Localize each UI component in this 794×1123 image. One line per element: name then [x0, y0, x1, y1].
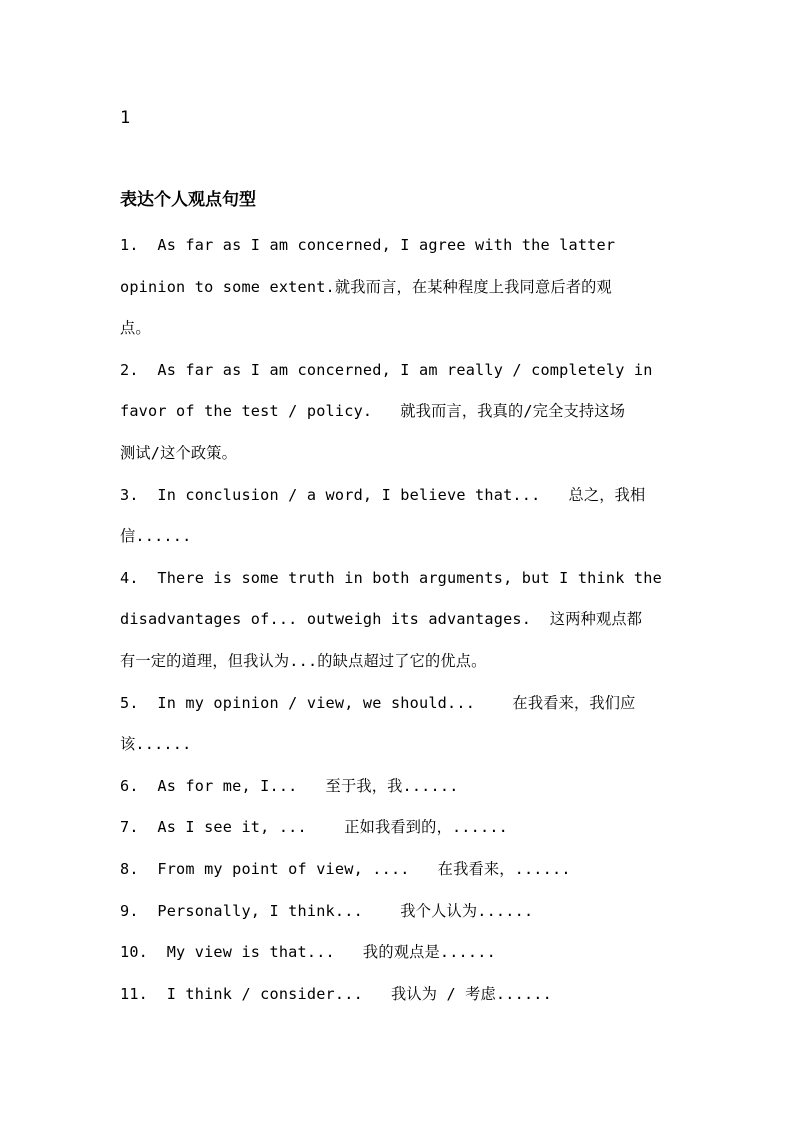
text-line: 11. I think / consider... 我认为 / 考虑...... — [120, 984, 552, 1003]
text-line: 5. In my opinion / view, we should... 在我看来，我们应 — [120, 693, 636, 712]
text-line: 信...... — [120, 527, 192, 546]
sentence-pattern-list — [120, 225, 680, 1015]
text-line: 点。 — [120, 319, 151, 338]
text-line: 10. My view is that... 我的观点是...... — [120, 943, 496, 962]
text-line: favor of the test / policy. 就我而言，我真的/完全支持这场 — [120, 402, 626, 421]
page-number: 1 — [120, 108, 131, 128]
text-line: 该...... — [120, 735, 192, 754]
text-line: disadvantages of... outweigh its advantages. 这两种观点都 — [120, 610, 643, 629]
section-heading: 表达个人观点句型 — [120, 190, 256, 210]
text-line: 6. As for me, I... 至于我，我...... — [120, 776, 459, 795]
text-line: 7. As I see it, ... 正如我看到的，...... — [120, 818, 509, 837]
text-line: 9. Personally, I think... 我个人认为...... — [120, 901, 534, 920]
text-line: 2. As far as I am concerned, I am really / completely in — [120, 360, 653, 379]
text-line: 1. As far as I am concerned, I agree with the latter — [120, 236, 616, 254]
text-line: 有一定的道理，但我认为...的缺点超过了它的优点。 — [120, 651, 487, 670]
text-line: opinion to some extent.就我而言，在某种程度上我同意后者的观 — [120, 277, 612, 296]
text-line: 4. There is some truth in both arguments, but I think the — [120, 568, 662, 587]
text-line: 3. In conclusion / a word, I believe that... 总之，我相 — [120, 485, 646, 504]
text-line: 测试/这个政策。 — [120, 443, 238, 462]
text-line: 8. From my point of view, .... 在我看来，...... — [120, 859, 571, 878]
